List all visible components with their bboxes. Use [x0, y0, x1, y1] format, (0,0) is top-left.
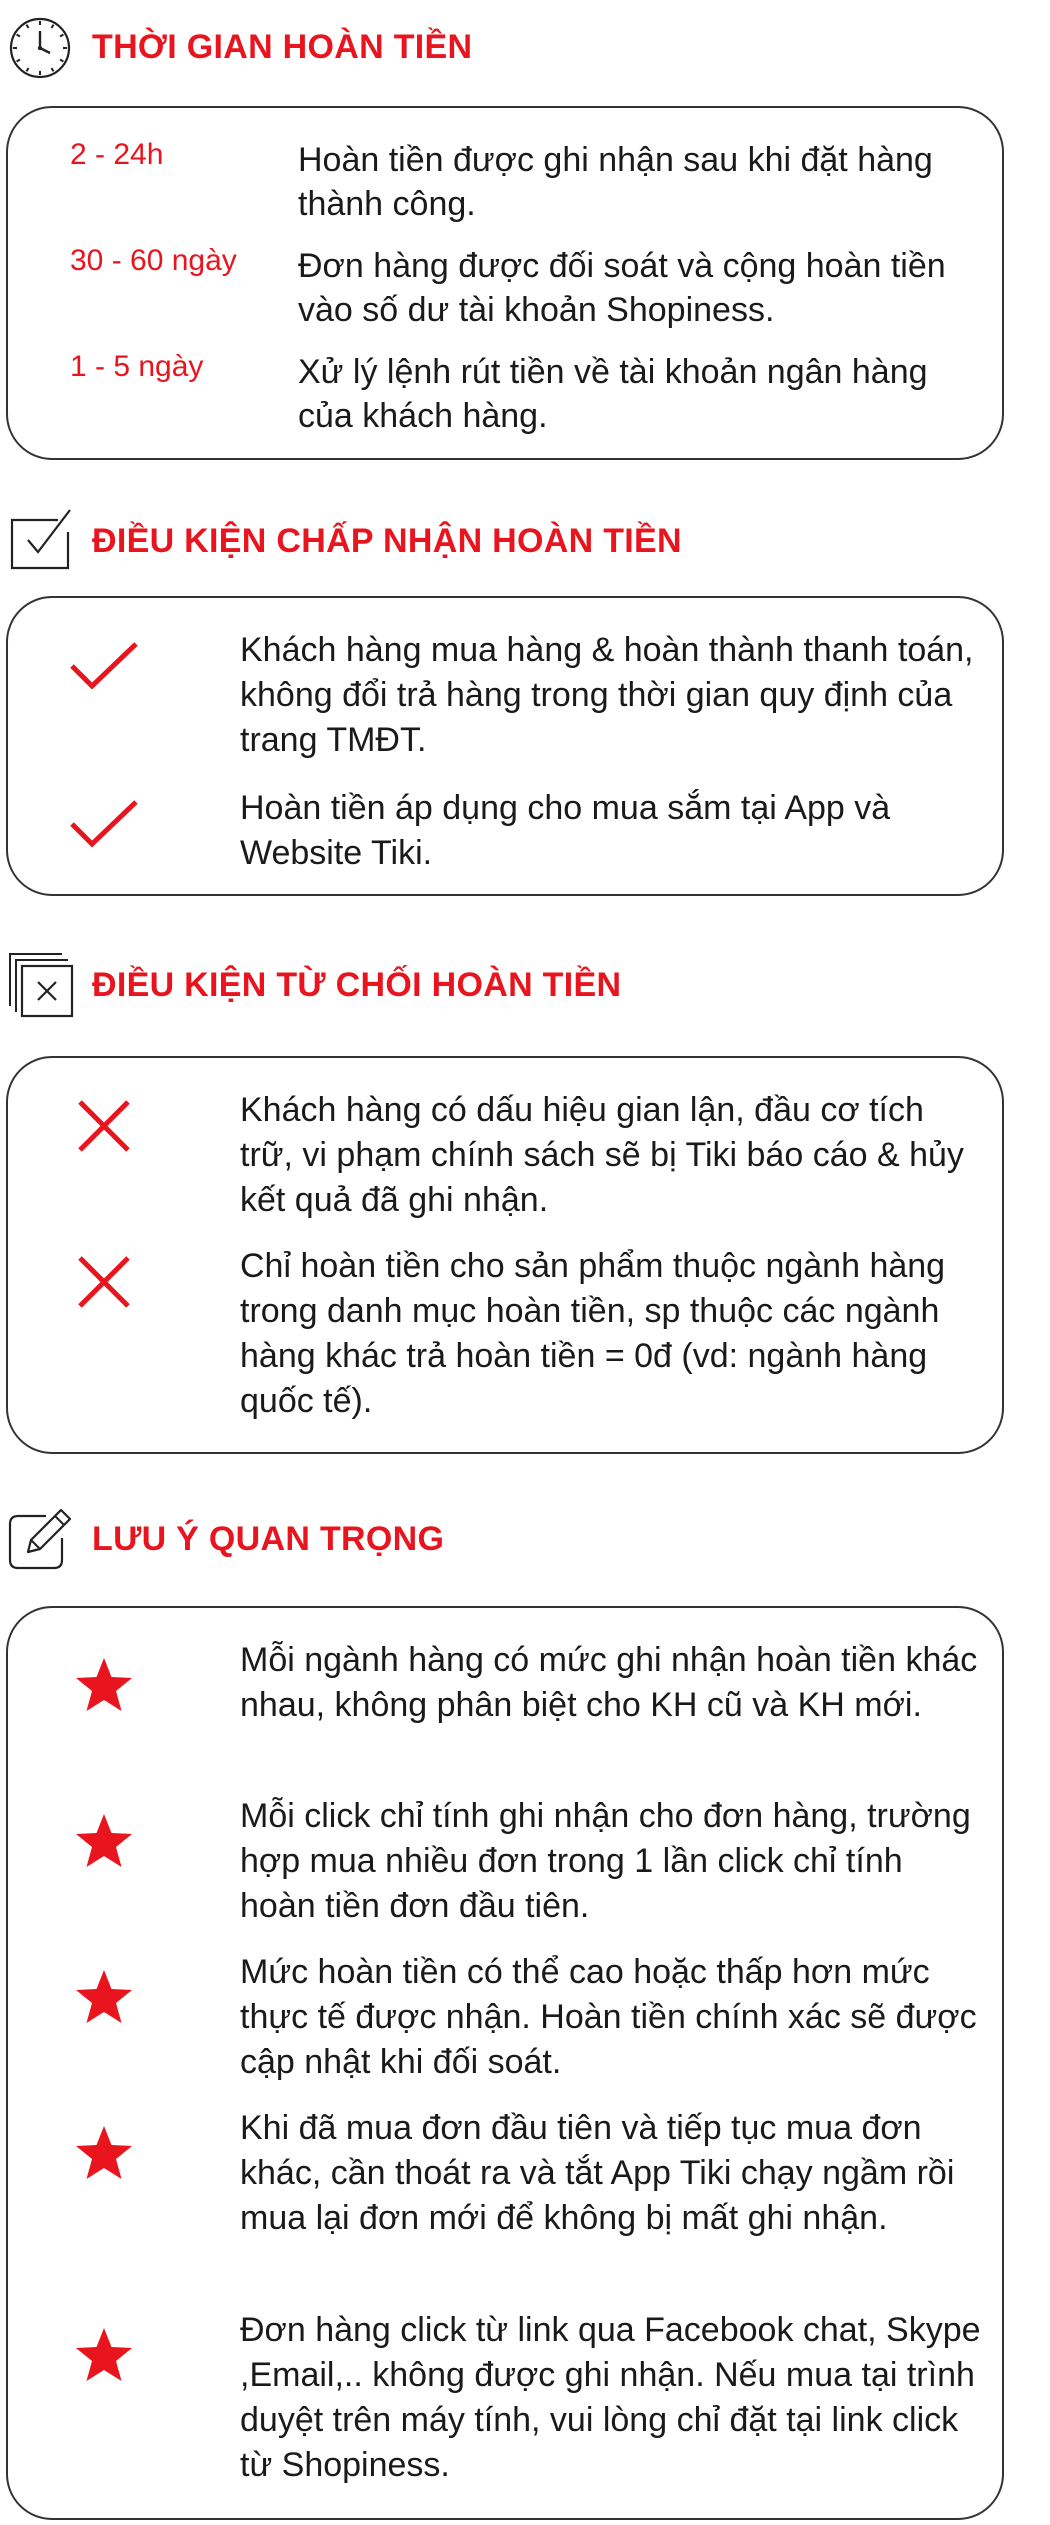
stacked-x-box-icon — [6, 950, 74, 1018]
section-title: ĐIỀU KIỆN CHẤP NHẬN HOÀN TIỀN — [92, 522, 682, 560]
star-icon — [66, 1804, 142, 1880]
reject-box — [6, 1056, 1004, 1454]
item-text: Khách hàng mua hàng & hoàn thành thanh toán, không đổi trả hàng trong thời gian quy định của trang TMĐT. — [240, 631, 974, 759]
item-text: Mỗi click chỉ tính ghi nhận cho đơn hàng, trường hợp mua nhiều đơn trong 1 lần click chỉ tính hoàn tiền đơn đầu tiên. — [240, 1797, 971, 1925]
time-label: 1 - 5 ngày — [70, 350, 204, 383]
section-title: LƯU Ý QUAN TRỌNG — [92, 1520, 445, 1558]
section-title: THỜI GIAN HOÀN TIỀN — [92, 28, 473, 66]
accept-box — [6, 596, 1004, 896]
item-text: Hoàn tiền áp dụng cho mua sắm tại App và Website Tiki. — [240, 789, 891, 872]
time-label: 2 - 24h — [70, 138, 164, 171]
notes-box — [6, 1606, 1004, 2520]
checkmark-icon — [66, 628, 142, 704]
checkbox-icon — [6, 506, 74, 574]
section-title: ĐIỀU KIỆN TỪ CHỐI HOÀN TIỀN — [92, 966, 622, 1004]
item-text: Khách hàng có dấu hiệu gian lận, đầu cơ tích trữ, vi phạm chính sách sẽ bị Tiki báo cáo & hủy kết quả đã ghi nhận. — [240, 1091, 964, 1219]
time-desc: Đơn hàng được đối soát và cộng hoàn tiền vào số dư tài khoản Shopiness. — [298, 247, 946, 329]
star-icon — [66, 1648, 142, 1724]
star-icon — [66, 2318, 142, 2394]
section-header-reject — [0, 950, 1050, 1030]
item-text: Khi đã mua đơn đầu tiên và tiếp tục mua đơn khác, cần thoát ra và tắt App Tiki chạy ngầm rồi mua lại đơn mới để không bị mất ghi nhận. — [240, 2109, 955, 2237]
item-text: Đơn hàng click từ link qua Facebook chat, Skype ,Email,.. không được ghi nhận. Nếu mua tại trình duyệt trên máy tính, vui lòng chỉ đặt tại link click từ Shopiness. — [240, 2311, 981, 2484]
item-text: Mức hoàn tiền có thể cao hoặc thấp hơn mức thực tế được nhận. Hoàn tiền chính xác sẽ được cập nhật khi đối soát. — [240, 1953, 977, 2081]
section-header-notes — [0, 1504, 1050, 1584]
section-header-time — [0, 12, 1050, 92]
item-text: Chỉ hoàn tiền cho sản phẩm thuộc ngành hàng trong danh mục hoàn tiền, sp thuộc các ngành hàng khác trả hoàn tiền = 0đ (vd: ngành hàng quốc tế). — [240, 1247, 946, 1420]
star-icon — [66, 2116, 142, 2192]
star-icon — [66, 1960, 142, 2036]
edit-pencil-icon — [6, 1504, 74, 1572]
time-desc: Hoàn tiền được ghi nhận sau khi đặt hàng thành công. — [298, 141, 933, 223]
time-label: 30 - 60 ngày — [70, 244, 237, 277]
item-text: Mỗi ngành hàng có mức ghi nhận hoàn tiền khác nhau, không phân biệt cho KH cũ và KH mới. — [240, 1641, 978, 1724]
clock-icon — [6, 12, 74, 80]
cross-icon — [66, 1088, 142, 1164]
time-box — [6, 106, 1004, 460]
section-header-accept — [0, 506, 1050, 586]
time-desc: Xử lý lệnh rút tiền về tài khoản ngân hàng của khách hàng. — [298, 353, 928, 435]
checkmark-icon — [66, 786, 142, 862]
cross-icon — [66, 1244, 142, 1320]
